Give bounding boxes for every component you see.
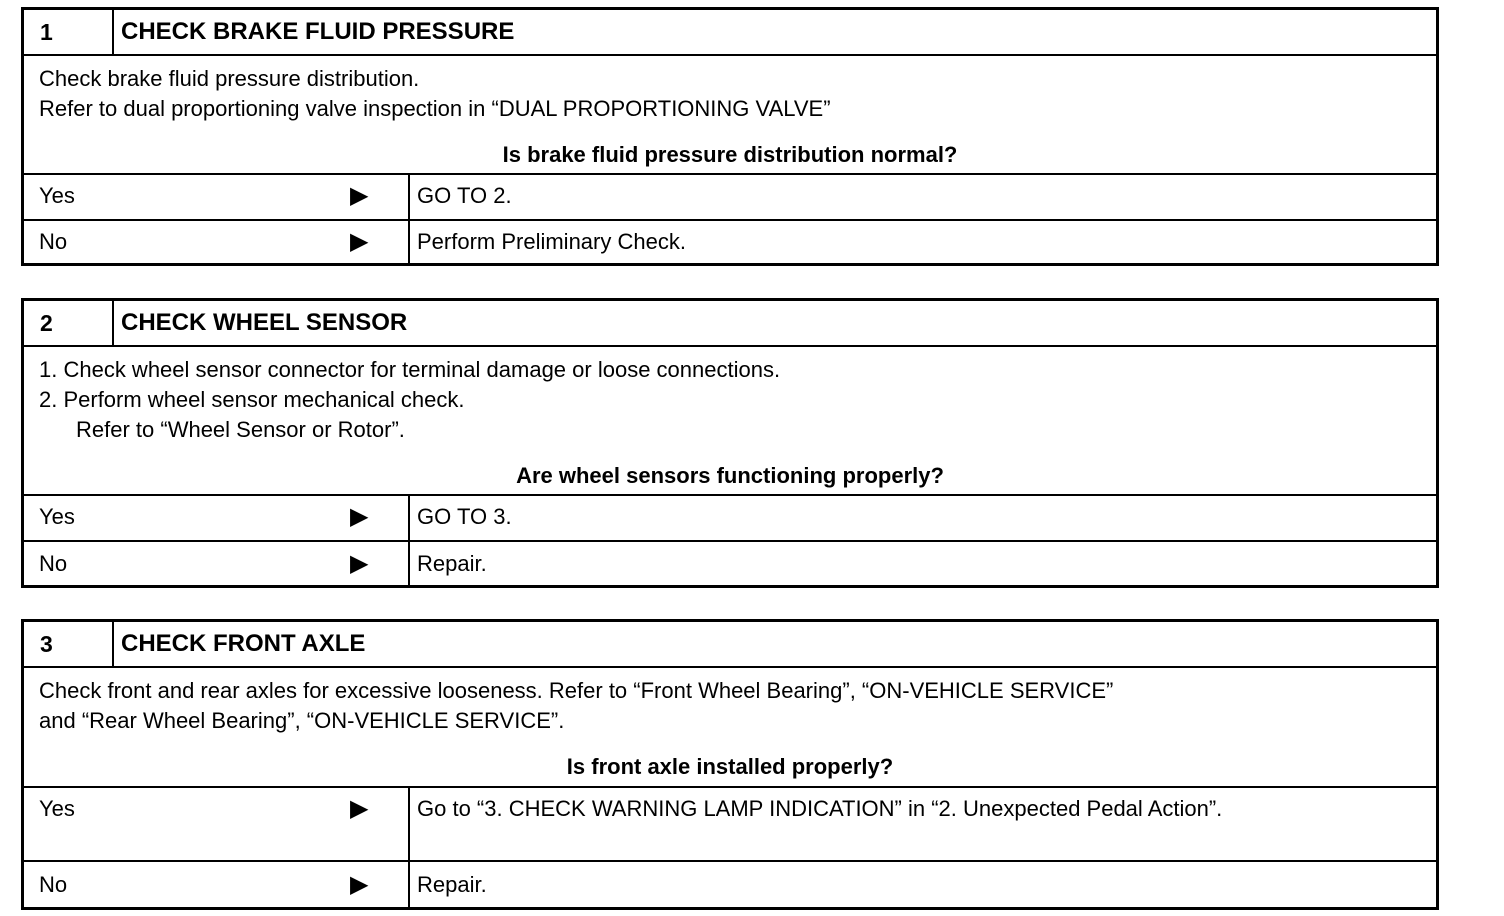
no-row [24, 219, 1436, 263]
yes-answer [24, 175, 410, 219]
yes-action: GO TO 2. [417, 183, 512, 208]
arrow-right-icon: ▶ [350, 228, 369, 255]
step-1-block [21, 7, 1439, 266]
no-answer [24, 542, 410, 585]
step-question: Is brake fluid pressure distribution normal? [502, 142, 958, 167]
step-instructions [24, 347, 1436, 496]
yes-answer [24, 496, 410, 540]
no-answer [24, 221, 410, 263]
step-number: 2 [24, 301, 114, 345]
instruction-line: 1. Check wheel sensor connector for terminal damage or loose connections. [39, 357, 781, 382]
instruction-line: Check front and rear axles for excessive looseness. Refer to “Front Wheel Bearing”, “ON-VEHICLE SERVICE” [39, 678, 1114, 703]
arrow-right-icon: ▶ [350, 182, 369, 209]
step-header [24, 10, 1436, 56]
instruction-line: 2. Perform wheel sensor mechanical check. [39, 387, 465, 412]
step-title: CHECK FRONT AXLE [121, 630, 366, 657]
step-title: CHECK WHEEL SENSOR [121, 309, 408, 336]
arrow-right-icon: ▶ [350, 550, 369, 577]
no-action: Repair. [417, 551, 487, 576]
step-number: 1 [24, 10, 114, 54]
step-question: Is front axle installed properly? [566, 754, 894, 779]
step-2-block [21, 298, 1439, 588]
answer-label: Yes [39, 796, 75, 821]
answer-label: Yes [39, 504, 75, 529]
answer-label: No [39, 551, 68, 576]
no-action: Repair. [417, 872, 487, 897]
answer-label: No [39, 229, 68, 254]
answer-label: No [39, 872, 68, 897]
answer-label: Yes [39, 183, 75, 208]
instruction-line: Check brake fluid pressure distribution. [39, 66, 420, 91]
yes-answer [24, 788, 410, 860]
arrow-right-icon: ▶ [350, 871, 369, 898]
arrow-right-icon: ▶ [350, 795, 369, 822]
instruction-line: Refer to “Wheel Sensor or Rotor”. [76, 417, 405, 442]
step-header [24, 622, 1436, 668]
step-instructions [24, 56, 1436, 175]
step-title: CHECK BRAKE FLUID PRESSURE [121, 18, 515, 45]
yes-row [24, 496, 1436, 540]
yes-row [24, 788, 1436, 860]
yes-action: GO TO 3. [417, 504, 512, 529]
arrow-right-icon: ▶ [350, 503, 369, 530]
no-row [24, 540, 1436, 585]
no-action: Perform Preliminary Check. [417, 229, 686, 254]
yes-row [24, 175, 1436, 219]
instruction-line: Refer to dual proportioning valve inspection in “DUAL PROPORTIONING VALVE” [39, 96, 831, 121]
step-instructions [24, 668, 1436, 788]
no-row [24, 860, 1436, 907]
step-number: 3 [24, 622, 114, 666]
instruction-line: and “Rear Wheel Bearing”, “ON-VEHICLE SERVICE”. [39, 708, 565, 733]
yes-action: Go to “3. CHECK WARNING LAMP INDICATION” in “2. Unexpected Pedal Action”. [417, 796, 1223, 821]
step-3-block [21, 619, 1439, 910]
step-question: Are wheel sensors functioning properly? [516, 463, 944, 488]
step-header [24, 301, 1436, 347]
no-answer [24, 862, 410, 907]
